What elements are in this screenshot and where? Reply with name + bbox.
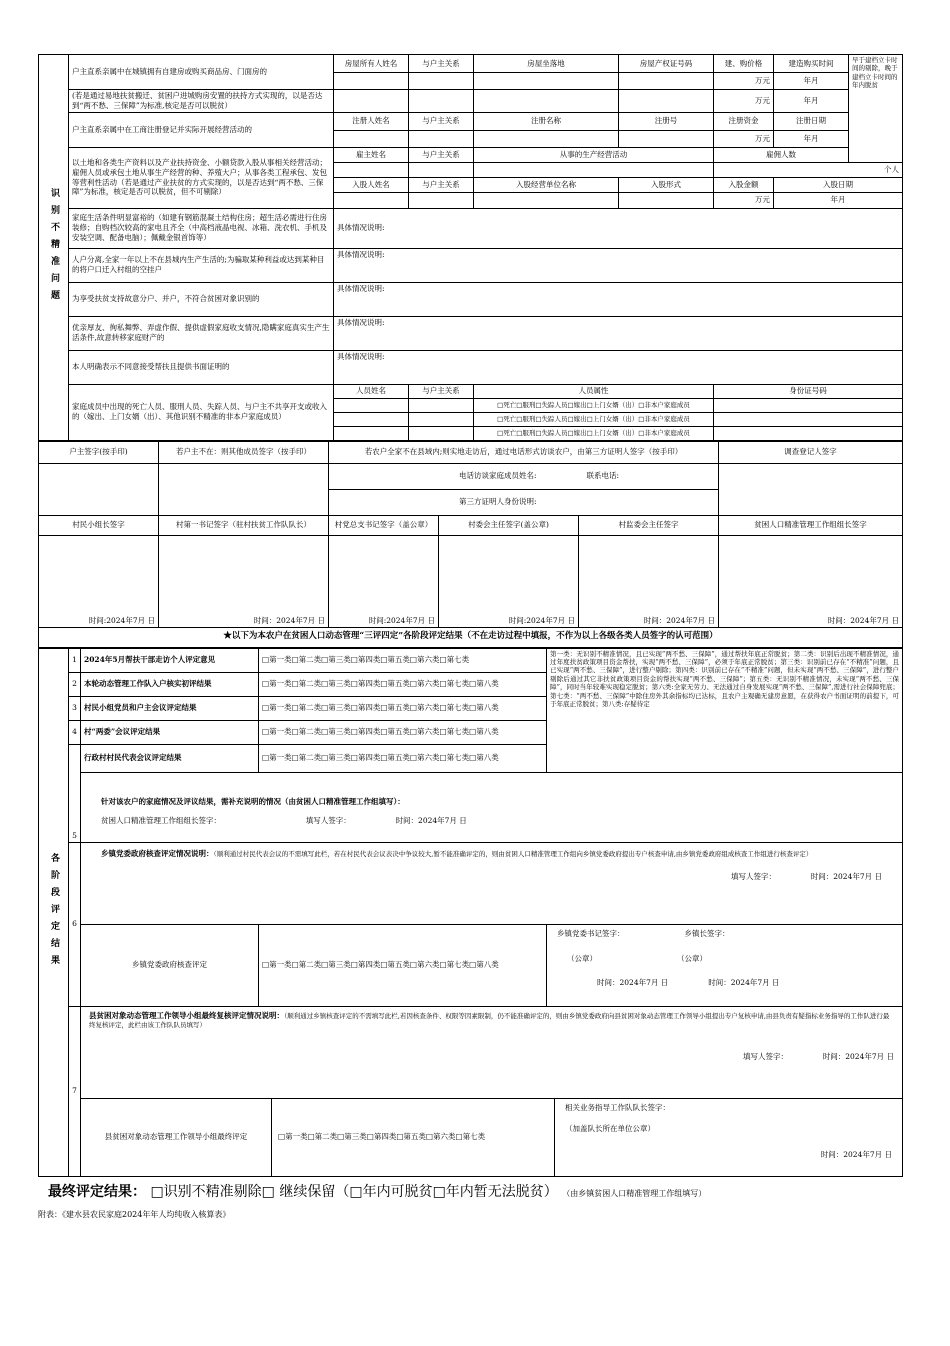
official-header: 贫困人口精准管理工作组组长签字 (719, 515, 903, 535)
blank-cell[interactable] (409, 412, 474, 426)
sig-date[interactable] (159, 535, 329, 627)
sig-date[interactable] (719, 535, 903, 627)
col-header: 注册号 (619, 112, 714, 130)
col-header: 房屋坐落地 (474, 55, 619, 73)
stage-no: 5 (69, 744, 81, 842)
unit-label: 个人 (714, 162, 903, 177)
final-note: （由乡镇贫困人口精准管理工作组填写） (562, 1188, 707, 1198)
date-text: 时间:2024年7月 日 (508, 615, 575, 625)
member-option[interactable]: □死亡□服刑□失踪人员□嫁出□上门女婿（出）□非本户家庭成员 (474, 426, 714, 440)
stage7-options[interactable]: □第一类□第二类□第三类□第四类□第五类□第六类□第七类 (272, 1099, 555, 1176)
unit-label: 年月 (774, 73, 849, 90)
blank-cell[interactable] (619, 90, 714, 113)
stage7-seal: （加盖队长所在单位公章） (565, 1124, 655, 1134)
blank-cell[interactable] (714, 412, 903, 426)
col-header: 建、购价格 (714, 55, 774, 73)
blank-cell[interactable] (334, 398, 409, 412)
sig-header: 若农户全家不在县域内;则实地走访后，通过电话形式访谈农户，由第三方证明人签字（按手印） (329, 441, 719, 463)
col-header: 入股日期 (774, 177, 903, 192)
sig-date[interactable] (329, 535, 439, 627)
official-header: 村委会主任签字(盖公章) (439, 515, 579, 535)
unit-label: 万元 (714, 73, 774, 90)
detail-field[interactable]: 具体情况说明: (334, 248, 903, 282)
stage7-sigbox[interactable] (555, 1099, 902, 1176)
house-note: (若是通过易地扶贫搬迁、贫困户进城购房安置的扶持方式实现的，以是否达到“两不愁、三保障”为标准,核定是否可以脱贫） (69, 90, 334, 113)
separate-label: 人户分离,全家一年以上不在县城内生产生活的;为骗取某种利益或达到某种目的将户口迁入村组的空挂户 (69, 248, 334, 282)
witness-label: 第三方证明人身份说明: (459, 497, 537, 507)
stage-options[interactable]: □第一类□第二类□第三类□第四类□第五类□第六类□第七类□第八类 (259, 672, 547, 696)
col-header: 与户主关系 (409, 147, 474, 162)
blank-cell[interactable] (409, 398, 474, 412)
col-header: 雇佣人数 (714, 147, 849, 162)
stage5-box[interactable] (81, 772, 903, 842)
date-text: 时间:2024年7月 日 (368, 615, 435, 625)
sig-field[interactable] (39, 463, 159, 515)
detail-field[interactable]: 具体情况说明: (334, 282, 903, 316)
stage7-box (81, 1006, 903, 1176)
stage-label: 行政村村民代表会议评定结果 (81, 744, 259, 772)
stage6-box-label: 乡镇党委政府核查评定 (81, 924, 259, 1006)
blank-cell[interactable] (334, 426, 409, 440)
detail-field[interactable]: 具体情况说明: (334, 316, 903, 350)
stage-no: 7 (69, 1006, 81, 1176)
stage-options[interactable]: □第一类□第二类□第三类□第四类□第五类□第六类□第七类□第八类 (259, 720, 547, 744)
stage6-sigbox[interactable] (547, 924, 903, 1006)
unit-label: 万元 (714, 90, 774, 113)
phone-name-label: 电话访谈家庭成员姓名: (459, 471, 537, 481)
attachment-note: 附表：《建水县农民家庭2024年年人均纯收入核算表》 (38, 1209, 231, 1219)
unit-label: 年月 (774, 192, 903, 208)
stage-label: 2024年5月帮扶干部走访个人评定意见 (81, 648, 259, 672)
blank-cell[interactable] (409, 426, 474, 440)
final-result (38, 1181, 902, 1203)
blank-cell[interactable] (474, 90, 619, 113)
col-header: 注册名称 (474, 112, 619, 130)
col-header: 注册人姓名 (334, 112, 409, 130)
final-label: 最终评定结果： (48, 1183, 146, 1200)
stage7-time: 时间：2024年7月 日 (822, 1052, 895, 1061)
member-option[interactable]: □死亡□服刑□失踪人员□嫁出□上门女婿（出）□非本户家庭成员 (474, 398, 714, 412)
sig-header: 若户主不在：则其他成员签字（按手印） (159, 441, 329, 463)
stage-options[interactable]: □第一类□第二类□第三类□第四类□第五类□第六类□第七类□第八类 (259, 744, 547, 772)
sig-date[interactable] (579, 535, 719, 627)
stage5-label: 针对该农户的家庭情况及评议结果，需补充说明的情况（由贫困人口精准管理工作组填写）： (101, 796, 405, 806)
col-header: 建造购买时间 (774, 55, 849, 73)
blank-cell[interactable] (619, 73, 714, 90)
stage6-options[interactable]: □第一类□第二类□第三类□第四类□第五类□第六类□第七类□第八类 (259, 924, 547, 1006)
category-note: 第一类：无识别不精准情况，且已实现“两不愁、三保障”，通过帮扶年底正常脱贫；第二类：识别后出现不精准情况，通过年度扶贫政策项目资金帮扶，实现“两不愁、三保障”，必须于年底正常脱贫；第三类：识别前已存在“不精准”问题，且已实现“两不愁、三保障”，进行整户剔除；第四类：识别前已存在“不精准”问题，但未实现“两不愁、三保障”，进行整户剔除后通过其它非扶贫政策项目资金的帮扶实现“两不愁、三保障”；第五类：无识别不精准情况，未实现“两不愁、三保障”，同时当年较难实现稳定脱贫；第六类:全家无劳力、无法通过自身发展实现“两不愁、三保障”,需进行社会保障兜底；第七类：“两不愁、三保障”中除住房外其余指标均已达标，且农户主观确无建房意愿，在获得农户书面证明的前提下，可于年底正常脱贫；第八类:存疑待定 (547, 648, 903, 772)
stage-options[interactable]: □第一类□第二类□第三类□第四类□第五类□第六类□第七类 (259, 648, 547, 672)
land-label: 以土地和各类生产资料以及产业扶持资金、小额贷款入股从事相关经营活动；雇佣人员或承包土地从事生产经营的种、养殖大户；从事各类工程承包、发包等营利性活动（若是通过产业扶贫的方式实现的，以是否达到“两不愁、三保障”为标准，核定是否可以脱贫，但不可剔除） (69, 147, 334, 208)
date-text: 时间：2024年7月 日 (708, 978, 780, 987)
stage7-box-label: 县贫困对象动态管理工作领导小组最终评定 (81, 1099, 272, 1176)
sig-header: 户主签字(按手印) (39, 441, 159, 463)
side-note: 早于建档立卡时间的剔除，晚于建档立卡时间的年内脱贫 (849, 55, 903, 163)
col-header: 房屋产权证号码 (619, 55, 714, 73)
blank-cell[interactable] (474, 73, 619, 90)
member-option[interactable]: □死亡□服刑□失踪人员□嫁出□上门女婿（出）□非本户家庭成员 (474, 412, 714, 426)
blank-cell[interactable] (334, 130, 409, 147)
seal: （公章） (677, 954, 708, 964)
stage7-fill: 填写人签字： (742, 1052, 788, 1061)
col-header: 雇主姓名 (334, 147, 409, 162)
stage6-sec: 乡镇党委书记签字： (557, 928, 625, 938)
seal: （公章） (567, 954, 598, 964)
col-header: 与户主关系 (409, 177, 474, 192)
date-text: 时间：2024年7月 日 (597, 978, 669, 987)
stage7-leader: 相关业务指导工作队队长签字： (565, 1102, 670, 1112)
col-header: 注册资金 (714, 112, 774, 130)
blank-cell[interactable] (409, 73, 474, 90)
unit-label: 万元 (714, 130, 774, 147)
col-header: 入股经营单位名称 (474, 177, 619, 192)
stage6-note: （顺利通过村民代表会议的不需填写此栏，若在村民代表会议表决中争议较大,暂不能准确评定的，则由贫困人口精准管理工作组向乡镇党委政府提出专户核查申请,由乡镇党委政府组成核查工作组进行核查评定） (213, 849, 813, 858)
date-text: 时间：2024年7月 日 (820, 1150, 893, 1159)
refuse-label: 本人明确表示不同意接受帮扶且提供书面证明的 (69, 350, 334, 384)
concealment-label: 优亲厚友、徇私舞弊、弄虚作假、提供虚假家庭收支情况,隐瞒家庭真实生产生活条件,故意转移家庭财产的 (69, 316, 334, 350)
col-header: 与户主关系 (409, 55, 474, 73)
blank-cell[interactable] (334, 90, 409, 113)
sig-field[interactable] (719, 463, 903, 515)
witness-field[interactable] (329, 489, 719, 515)
form-page (38, 54, 902, 1220)
official-header: 村党总支书记签字（盖公章） (329, 515, 439, 535)
col-header: 入股人姓名 (334, 177, 409, 192)
blank-cell[interactable] (714, 426, 903, 440)
date-text: 时间：2024年7月 日 (827, 615, 900, 625)
stage-label: 本轮动态管理工作队入户核实初评结果 (81, 672, 259, 696)
blank-cell[interactable] (334, 412, 409, 426)
blank-cell[interactable] (409, 192, 474, 208)
blank-cell[interactable] (714, 398, 903, 412)
stage6-label: 乡镇党委政府核查评定情况说明： (101, 848, 214, 858)
col-header: 人员姓名 (334, 384, 409, 398)
col-header: 注册日期 (774, 112, 849, 130)
blank-cell[interactable] (334, 192, 409, 208)
detail-field[interactable]: 具体情况说明: (334, 208, 903, 248)
blank-cell[interactable] (409, 162, 474, 177)
stage5-sig: 贫困人口精准管理工作组组长签字： (101, 816, 221, 826)
stage-label: 村“两委”会议评定结果 (81, 720, 259, 744)
identification-table (38, 54, 903, 441)
final-options[interactable]: □识别不精准剔除□ 继续保留（□年内可脱贫□年内暂无法脱贫） (150, 1183, 558, 1200)
sig-field[interactable] (159, 463, 329, 515)
phone-field[interactable] (329, 463, 719, 489)
blank-cell[interactable] (409, 90, 474, 113)
split-label: 为享受扶贫支持故意分户、并户，不符合贫困对象识别的 (69, 282, 334, 316)
blank-cell[interactable] (474, 130, 619, 147)
col-header: 与户主关系 (409, 112, 474, 130)
blank-cell[interactable] (619, 130, 714, 147)
members-label: 家庭成员中出现的死亡人员、服刑人员、失踪人员、与户主不共享开支或收入的（嫁出、上门女婿（出）、其他识别不精准的非本户家庭成员） (69, 384, 334, 440)
blank-cell[interactable] (474, 162, 714, 177)
stage-no: 1 (69, 648, 81, 672)
stage-options[interactable]: □第一类□第二类□第三类□第四类□第五类□第六类□第七类□第八类 (259, 696, 547, 720)
stage-no: 3 (69, 696, 81, 720)
sig-header: 调查登记人签字 (719, 441, 903, 463)
sig-date[interactable] (39, 535, 159, 627)
notice: ★以下为本农户在贫困人口动态管理“三评四定”各阶段评定结果（不在走访过程中填报，不作为以上各级各类人员签字的认可范围） (39, 627, 903, 647)
stage6-mayor: 乡镇长签字： (684, 928, 730, 938)
date-text: 时间:2024年7月 日 (88, 615, 155, 625)
stage-label: 村民小组党员和户主会议评定结果 (81, 696, 259, 720)
col-header: 入股金额 (714, 177, 774, 192)
col-header: 人员属性 (474, 384, 714, 398)
col-header: 与户主关系 (409, 384, 474, 398)
signature-table (38, 441, 903, 648)
phone-tel-label: 联系电话: (586, 471, 620, 481)
stage-no: 6 (69, 842, 81, 1006)
col-header: 房屋所有人姓名 (334, 55, 409, 73)
blank-cell[interactable] (474, 192, 619, 208)
official-header: 村监委会主任签字 (579, 515, 719, 535)
blank-cell[interactable] (334, 73, 409, 90)
biz-label: 户主直系亲属中在工商注册登记并实际开展经营活动的 (69, 112, 334, 147)
luxury-label: 家庭生活条件明显富裕的（如建有钢筋混凝土结构住房；超生活必需进行住房装修；自购档次较高的家电且齐全（中高档液晶电视、冰箱、洗衣机、手机及安装空调、配备电脑）；佩戴金银首饰等） (69, 208, 334, 248)
stage7-note: （顺利通过乡镇核查评定的不需填写此栏,若因核查条件、权限等因素限制，仍不能准确评定的，则由乡镇党委政府向县贫困对象动态管理工作领导小组提出专户复核申请,由县负责有疑指标业务指导的工作队进行最终复核评定，此栏由该工作队队员填写） (89, 1011, 890, 1030)
detail-field[interactable]: 具体情况说明: (334, 350, 903, 384)
col-header: 从事的生产经营活动 (474, 147, 714, 162)
stage6-time: 时间：2024年7月 日 (810, 872, 883, 882)
stage7-label: 县贫困对象动态管理工作领导小组最终复核评定情况说明： (89, 1010, 284, 1020)
stage5-time: 时间：2024年7月 日 (395, 816, 467, 826)
section2-title: 各阶段评定结果 (39, 648, 69, 1176)
official-header: 村第一书记签字（驻村扶贫工作队队长） (159, 515, 329, 535)
official-header: 村民小组长签字 (39, 515, 159, 535)
section-title: 识别不精准问题 (39, 55, 69, 441)
stage5-fill: 填写人签字： (305, 816, 351, 826)
sig-date[interactable] (439, 535, 579, 627)
stage-no: 4 (69, 720, 81, 744)
house-label: 户主直系亲属中在城镇拥有自建房或购买商品房、门面房的 (69, 55, 334, 90)
stages-table (38, 648, 903, 1177)
stage-no: 2 (69, 672, 81, 696)
blank-cell[interactable] (409, 130, 474, 147)
stage6-fill: 填写人签字： (730, 872, 776, 882)
unit-label: 万元 (714, 192, 774, 208)
date-text: 时间：2024年7月 日 (253, 615, 325, 625)
blank-cell[interactable] (619, 192, 714, 208)
unit-label: 年月 (774, 130, 849, 147)
col-header: 入股形式 (619, 177, 714, 192)
col-header: 身份证号码 (714, 384, 903, 398)
date-text: 时间：2024年7月 日 (643, 615, 716, 625)
stage6-box[interactable] (81, 842, 903, 924)
blank-cell[interactable] (334, 162, 409, 177)
unit-label: 年月 (774, 90, 849, 113)
